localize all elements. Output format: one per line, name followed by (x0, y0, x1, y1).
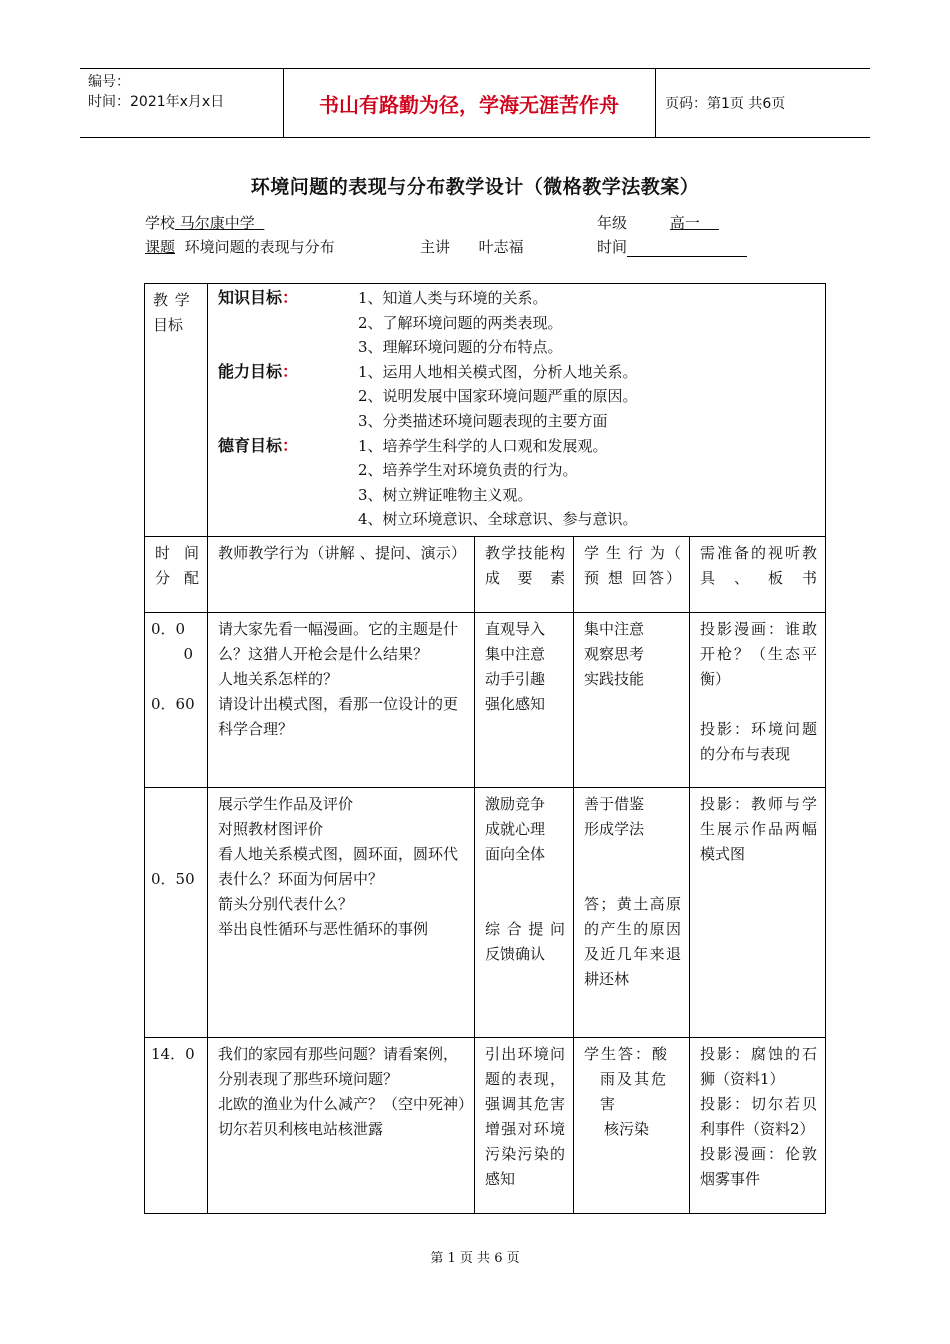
moral-item: 2、培养学生对环境负责的行为。 (358, 461, 578, 480)
time-value: 14．0 (151, 1044, 195, 1063)
student-item: 核污染 (604, 1119, 650, 1138)
moral-list (358, 434, 638, 532)
time-label: 时间：2021年x月x日 (88, 94, 225, 110)
media-item: 投影漫画：伦敦烟雾事件 (700, 1144, 818, 1188)
col-header-teacher: 教师教学行为（讲解 、提问、演示） (208, 536, 475, 612)
row2-student (574, 787, 690, 1037)
moral-head-text: 德育目标 (218, 435, 283, 455)
media-item: 投影：教师与学生展示作品两幅模式图 (700, 794, 818, 863)
skill-item: 面向全体 (485, 844, 546, 863)
number-label: 编号： (88, 74, 130, 90)
table-row (145, 612, 826, 787)
grade-text: 高一 (669, 214, 700, 232)
time-line (597, 236, 747, 257)
moral-item: 1、培养学生科学的人口观和发展观。 (358, 436, 608, 455)
ability-head (218, 360, 358, 434)
knowledge-item: 3、理解环境问题的分布特点。 (358, 338, 563, 357)
skill-item: 动手引趣 (485, 669, 546, 688)
skill-item: 直观导入 (485, 619, 546, 638)
lesson-plan-table (144, 283, 826, 1214)
moral-head (218, 434, 358, 532)
knowledge-head-text: 知识目标 (218, 288, 283, 307)
moral-goals (218, 434, 817, 532)
row2-teacher (208, 787, 475, 1037)
row3-media (690, 1037, 826, 1213)
school-line (145, 212, 264, 233)
ability-list (358, 360, 638, 434)
row1-student (574, 612, 690, 787)
time-value: 0．0 (151, 619, 186, 638)
header-motto: 书山有路勤为径，学海无涯苦作舟 (319, 92, 619, 117)
media-item: 投影漫画：谁敢开枪？（生态平衡） (700, 619, 818, 688)
teacher-line: 北欧的渔业为什么减产？（空中死神） (218, 1094, 474, 1113)
row3-time (145, 1037, 208, 1213)
spacer (700, 692, 817, 717)
time-value: 0．50 (151, 869, 195, 888)
skill-item: 反馈确认 (485, 944, 546, 963)
col-header-time: 时 间分配 (145, 536, 208, 612)
teacher-line: 切尔若贝利核电站核泄露 (218, 1119, 384, 1138)
media-item: 投影：腐蚀的石狮（资料1） (700, 1044, 818, 1088)
ability-goals (218, 360, 817, 434)
time-value: 0 (183, 644, 193, 663)
student-item: 形成学法 (584, 819, 645, 838)
objectives-row (145, 284, 826, 537)
knowledge-item: 2、了解环境问题的两类表现。 (358, 313, 563, 332)
grade-label: 年级 (597, 214, 628, 232)
row2-media (690, 787, 826, 1037)
school-value: 马尔康中学 (179, 214, 255, 232)
table-row (145, 1037, 826, 1213)
row1-teacher (208, 612, 475, 787)
time-value: 0．60 (151, 694, 195, 713)
skill-item: 引出环境问题的表现，强调其危害增强对环境污染污染的感知 (485, 1044, 565, 1188)
ability-item: 1、运用人地相关模式图，分析人地关系。 (358, 362, 638, 381)
lecturer-label: 主讲 (420, 238, 451, 256)
objectives-label-2: 目标 (153, 316, 184, 334)
teacher-line: 对照教材图评价 (218, 819, 324, 838)
spacer (485, 867, 565, 917)
student-item: 学生答：酸 (584, 1044, 670, 1063)
teacher-line: 我们的家园有那些问题？请看案例，分别表现了那些环境问题？ (218, 1044, 459, 1088)
student-item: 答；黄土高原的产生的原因及近几年来退耕还林 (584, 894, 681, 988)
knowledge-item: 1、知道人类与环境的关系。 (358, 289, 548, 307)
colon: ： (282, 361, 299, 381)
topic-label: 课题 (145, 238, 176, 256)
skill-item: 激励竞争 (485, 794, 546, 813)
student-item: 实践技能 (584, 669, 645, 688)
colon: ： (282, 435, 299, 455)
page-footer: 第 1 页 共 6 页 (430, 1251, 520, 1266)
topic-value: 环境问题的表现与分布 (184, 238, 335, 256)
skill-item: 综合提问 (485, 919, 565, 938)
skill-item: 强化感知 (485, 694, 546, 713)
skill-item: 成就心理 (485, 819, 546, 838)
objectives-content (208, 284, 826, 537)
teacher-line: 请大家先看一幅漫画。它的主题是什么？这猎人开枪会是什么结果？ (218, 619, 459, 663)
spacer (151, 667, 201, 692)
objectives-label-1: 教 学 (153, 291, 191, 309)
grade-value (627, 212, 719, 233)
row3-skill (475, 1037, 574, 1213)
teacher-line: 请设计出模式图，看那一位设计的更科学合理？ (218, 694, 459, 738)
media-item: 投影：切尔若贝利事件（资料2） (700, 1094, 818, 1138)
moral-item: 3、树立辨证唯物主义观。 (358, 485, 533, 504)
school-label: 学校 (145, 214, 176, 232)
col-header-student: 学 生 行 为（ 预 想 回答） (574, 536, 690, 612)
header-page-code: 页码：第1页 共6页 (665, 96, 786, 112)
knowledge-list (358, 286, 563, 360)
student-item: 集中注意 (584, 619, 645, 638)
row3-teacher (208, 1037, 475, 1213)
student-item: 害 (600, 1094, 616, 1113)
student-item: 雨及其危 (600, 1069, 669, 1088)
grade-line (597, 212, 719, 233)
spacer (151, 792, 201, 867)
objectives-label-cell (145, 284, 208, 537)
skill-item: 集中注意 (485, 644, 546, 663)
teacher-line: 展示学生作品及评价 (218, 794, 354, 813)
topic-line (145, 236, 335, 257)
col-header-media: 需准备的视听教具、板书 (690, 536, 826, 612)
media-item: 投影：环境问题的分布与表现 (700, 719, 818, 763)
time-field-blank (627, 240, 747, 257)
table-row (145, 787, 826, 1037)
ability-head-text: 能力目标 (218, 361, 283, 381)
student-item: 观察思考 (584, 644, 645, 663)
header-meta (80, 69, 283, 137)
knowledge-goals (218, 286, 817, 360)
teacher-line: 人地关系怎样的？ (218, 669, 339, 688)
lecturer-value: 叶志福 (478, 238, 524, 256)
ability-item: 2、说明发展中国家环境问题严重的原因。 (358, 387, 638, 406)
row1-skill (475, 612, 574, 787)
page-title: 环境问题的表现与分布教学设计（微格教学法教案） (250, 176, 700, 198)
colon: ： (282, 288, 299, 307)
column-header-row (145, 536, 826, 612)
time-field-label: 时间 (597, 238, 628, 256)
knowledge-head (218, 286, 358, 360)
row1-media (690, 612, 826, 787)
row2-time (145, 787, 208, 1037)
row1-time (145, 612, 208, 787)
student-item: 善于借鉴 (584, 794, 645, 813)
col-header-skill: 教学技能构成要素 (475, 536, 574, 612)
ability-item: 3、分类描述环境问题表现的主要方面 (358, 411, 608, 430)
teacher-line: 举出良性循环与恶性循环的事例 (218, 919, 429, 938)
row3-student (574, 1037, 690, 1213)
moral-item: 4、树立环境意识、全球意识、参与意识。 (358, 510, 638, 529)
lecturer-line (420, 236, 524, 257)
teacher-line: 看人地关系模式图，圆环面，圆环代表什么？环面为何居中？ (218, 844, 459, 888)
teacher-line: 箭头分别代表什么？ (218, 894, 354, 913)
header-box (80, 68, 870, 138)
school-name (175, 214, 264, 232)
row2-skill (475, 787, 574, 1037)
spacer (584, 842, 681, 892)
